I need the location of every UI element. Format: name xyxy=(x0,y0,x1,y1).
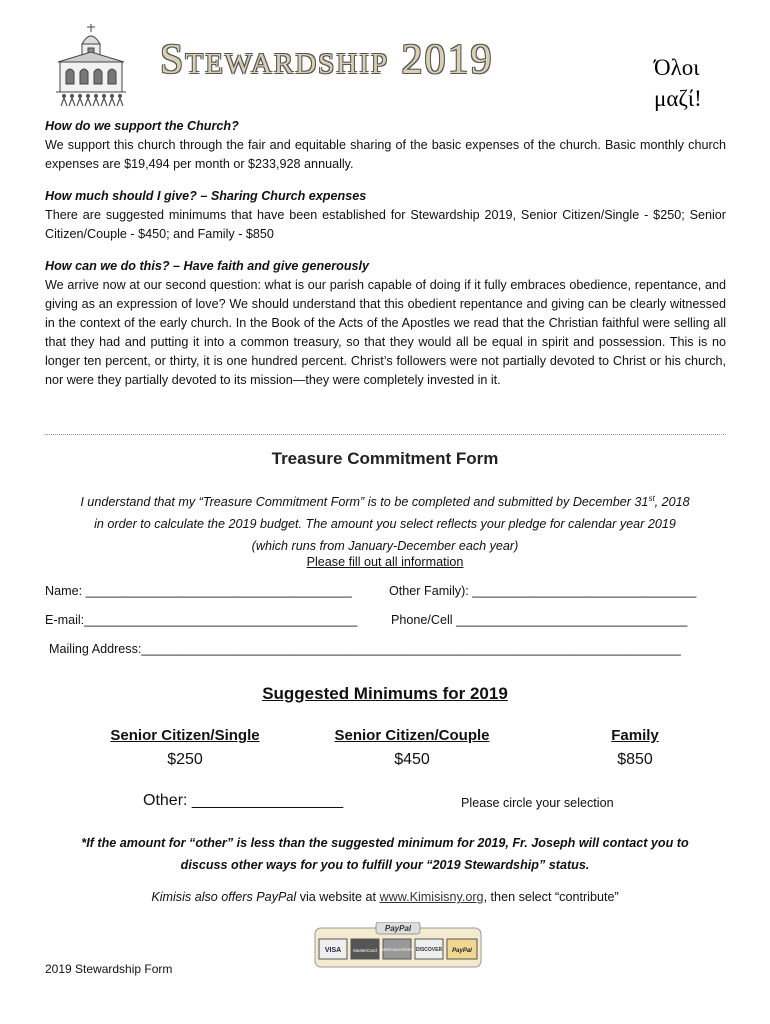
circle-selection-note: Please circle your selection xyxy=(461,796,614,810)
paypal-brand-text: PayPal xyxy=(384,924,412,933)
intro-sup: st xyxy=(648,494,655,503)
intro-line2: in order to calculate the 2019 budget. The amount you select reflects your pledge for calendar year 2019 xyxy=(94,517,676,532)
intro-part1: I understand that my “Treasure Commitment Form” is to be completed and submitted by December 31 xyxy=(80,495,649,510)
minimums-title: Suggested Minimums for 2019 xyxy=(262,684,508,703)
option-amount: $450 xyxy=(394,751,430,768)
section-support-church xyxy=(45,117,726,174)
note-line2: discuss other ways for you to fulfill your “2019 Stewardship” status. xyxy=(180,858,590,872)
page-title: Stewardship 2019 xyxy=(160,37,494,83)
option-family[interactable] xyxy=(575,727,695,769)
option-amount: $850 xyxy=(617,751,653,768)
card-mastercard-text: MasterCard xyxy=(353,948,377,953)
email-field[interactable]: E-mail:_______________________________________ xyxy=(45,613,358,627)
card-paypal-text: PayPal xyxy=(452,948,472,954)
paypal-middle: via website at xyxy=(296,890,380,904)
card-amex-text: AMERICAN EXPRESS xyxy=(379,948,415,952)
other-family-field[interactable]: Other Family): ________________________________ xyxy=(389,584,697,598)
section-question: How do we support the Church? xyxy=(45,119,239,133)
paypal-prefix: Kimisis also offers PayPal xyxy=(151,890,297,904)
card-discover-text: DISCOVER xyxy=(415,947,443,953)
greek-motto xyxy=(654,52,744,114)
option-label: Senior Citizen/Couple xyxy=(334,727,490,744)
name-field[interactable]: Name: ______________________________________ xyxy=(45,584,352,598)
greek-motto-line2: μαζί! xyxy=(654,86,702,111)
intro-part2: , 2018 xyxy=(654,495,690,510)
section-divider xyxy=(45,434,726,435)
paypal-suffix: , then select “contribute” xyxy=(483,890,619,904)
section-question: How can we do this? – Have faith and give generously xyxy=(45,259,370,273)
footer-label: 2019 Stewardship Form xyxy=(45,962,173,976)
section-text: We support this church through the fair and equitable sharing of the basic expenses of the church. Basic monthly church expenses are $19,494 per month or $233,928 annually. xyxy=(45,138,726,171)
section-text: There are suggested minimums that have been established for Stewardship 2019, Senior Citizen/Single - $250; Senior Citizen/Couple - $450; and Family - $850 xyxy=(45,208,726,241)
other-amount-field[interactable]: Other: _________________ xyxy=(143,792,344,809)
phone-field[interactable]: Phone/Cell _________________________________ xyxy=(391,613,688,627)
option-amount: $250 xyxy=(167,751,203,768)
option-label: Senior Citizen/Single xyxy=(110,727,260,744)
section-text: We arrive now at our second question: what is our parish capable of doing if it fully embraces obedience, repentance, and giving as an expression of love? We should understand that this obedient repentance and giving can be clearly witnessed in the context of the early church. In the Book of the Acts of the Apostles we read that the Christian faithful were selling all that they had and putting it into a common treasury, so that they would all be equal in spirit and possession. This is no longer ten percent, or thirty, it is one hundred percent. Christ’s followers were not partially devoted to Christ or his church, nor were they partially devoted to its mission—they were completely invested in it. xyxy=(45,278,726,387)
option-label: Family xyxy=(611,727,659,744)
section-question: How much should I give? – Sharing Church expenses xyxy=(45,189,367,203)
greek-motto-line1: Όλοι xyxy=(654,55,700,80)
paypal-badge-icon xyxy=(314,922,482,968)
form-title: Treasure Commitment Form xyxy=(271,449,499,468)
fill-all-notice: Please fill out all information xyxy=(306,555,464,569)
option-senior-single[interactable] xyxy=(95,727,275,769)
section-how-much-give xyxy=(45,187,726,244)
note-line1: *If the amount for “other” is less than the suggested minimum for 2019, Fr. Joseph will contact you to xyxy=(81,836,689,850)
church-logo-icon xyxy=(52,22,130,108)
other-amount-note xyxy=(40,832,730,876)
paypal-info xyxy=(0,890,770,904)
form-intro xyxy=(40,488,730,557)
intro-line3: (which runs from January-December each year) xyxy=(251,539,519,554)
option-senior-couple[interactable] xyxy=(317,727,507,769)
website-link[interactable]: www.Kimisisny.org xyxy=(379,890,484,904)
card-visa-text: VISA xyxy=(324,947,342,954)
mailing-address-field[interactable]: Mailing Address:_____________________________________________________________________________ xyxy=(49,642,681,656)
section-how-can-we xyxy=(45,257,726,390)
